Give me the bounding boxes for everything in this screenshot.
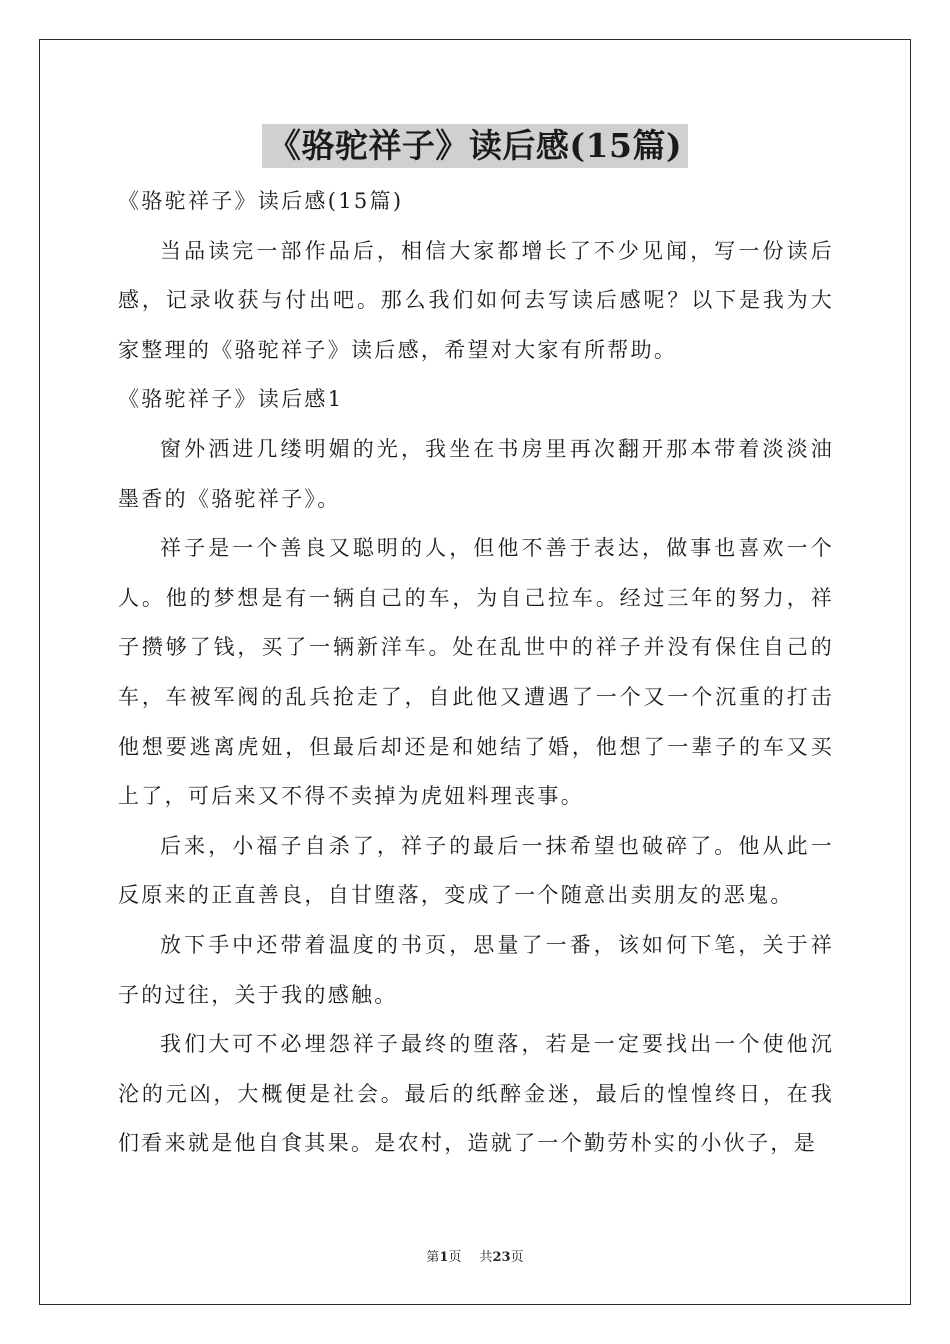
paragraph: 我们大可不必埋怨祥子最终的堕落，若是一定要找出一个使他沉沦的元凶，大概便是社会。最后的纸醉金迷，最后的惶惶终日，在我们看来就是他自食其果。是农村，造就了一个勤劳朴实的小伙子，是 xyxy=(118,1032,834,1156)
paragraph: 《骆驼祥子》读后感(15篇) xyxy=(118,189,404,213)
section-heading: 《骆驼祥子》读后感1 xyxy=(118,387,344,412)
total-label-suffix: 页 xyxy=(510,1250,524,1265)
total-label-prefix: 共 xyxy=(479,1250,493,1265)
document-body xyxy=(118,177,834,1169)
page-label-prefix: 第 xyxy=(426,1250,440,1265)
total-pages: 23 xyxy=(492,1250,511,1265)
document-title: 《骆驼祥子》读后感(15篇) xyxy=(262,124,688,168)
paragraph: 窗外洒进几缕明媚的光，我坐在书房里再次翻开那本带着淡淡油墨香的《骆驼祥子》。 xyxy=(118,436,834,511)
title-container xyxy=(0,124,950,168)
page-label-suffix: 页 xyxy=(448,1250,462,1265)
paragraph: 祥子是一个善良又聪明的人，但他不善于表达，做事也喜欢一个人。他的梦想是有一辆自己的车，为自己拉车。经过三年的努力，祥子攒够了钱，买了一辆新洋车。处在乱世中的祥子并没有保住自己的车，车被军阀的乱兵抢走了，自此他又遭遇了一个又一个沉重的打击他想要逃离虎妞，但最后却还是和她结了婚，他想了一辈子的车又买上了，可后来又不得不卖掉为虎妞料理丧事。 xyxy=(118,536,834,809)
paragraph: 当品读完一部作品后，相信大家都增长了不少见闻，写一份读后感，记录收获与付出吧。那么我们如何去写读后感呢？以下是我为大家整理的《骆驼祥子》读后感，希望对大家有所帮助。 xyxy=(118,238,834,362)
paragraph: 放下手中还带着温度的书页，思量了一番，该如何下笔，关于祥子的过往，关于我的感触。 xyxy=(118,932,834,1007)
page-number: 1 xyxy=(439,1250,449,1265)
paragraph: 后来，小福子自杀了，祥子的最后一抹希望也破碎了。他从此一反原来的正直善良，自甘堕落，变成了一个随意出卖朋友的恶鬼。 xyxy=(118,833,834,908)
page-footer xyxy=(0,1246,950,1265)
